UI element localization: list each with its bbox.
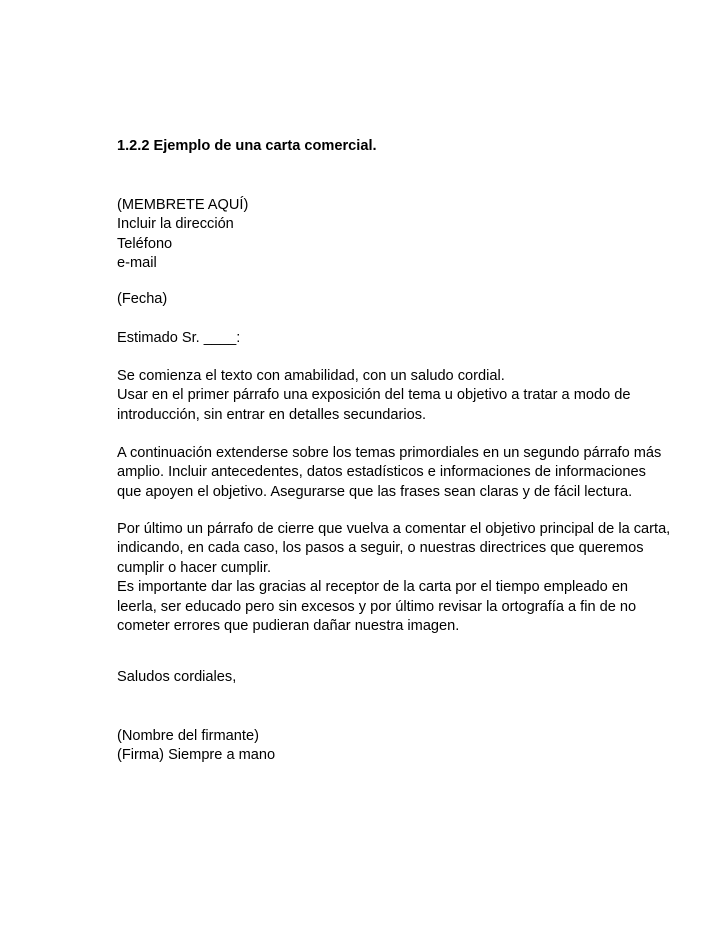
paragraph-line: introducción, sin entrar en detalles secundarios. [117, 406, 427, 423]
paragraph-line: Es importante dar las gracias al receptor de la carta por el tiempo empleado en [117, 579, 629, 596]
body-paragraph-1 [117, 367, 697, 425]
paragraph-line: indicando, en cada caso, los pasos a seguir, o nuestras directrices que queremos [117, 540, 644, 557]
paragraph-line: cometer errores que pudieran dañar nuestra imagen. [117, 618, 460, 635]
paragraph-line: Por último un párrafo de cierre que vuelva a comentar el objetivo principal de la carta, [117, 521, 671, 537]
paragraph-line: que apoyen el objetivo. Asegurarse que las frases sean claras y de fácil lectura. [117, 483, 633, 500]
signature-line: (Nombre del firmante) [117, 728, 259, 744]
letterhead-line: Teléfono [117, 235, 173, 252]
letterhead-line: Incluir la dirección [117, 216, 234, 233]
paragraph-line: cumplir o hacer cumplir. [117, 559, 272, 576]
paragraph-line: leerla, ser educado pero sin excesos y por último revisar la ortografía a fin de no [117, 598, 637, 615]
letterhead-line: (MEMBRETE AQUÍ) [117, 197, 249, 213]
paragraph-line: A continuación extenderse sobre los temas primordiales en un segundo párrafo más [117, 445, 662, 461]
letterhead-line: e-mail [117, 255, 157, 272]
date-line: (Fecha) [117, 291, 168, 307]
paragraph-line: amplio. Incluir antecedentes, datos estadísticos e informaciones de informaciones [117, 464, 646, 481]
paragraph-line: Usar en el primer párrafo una exposición del tema u objetivo a tratar a modo de [117, 387, 631, 404]
body-paragraph-3 [117, 520, 697, 636]
greeting-line: Estimado Sr. ____: [117, 330, 241, 346]
paragraph-line: Se comienza el texto con amabilidad, con un saludo cordial. [117, 368, 505, 384]
signature-line: (Firma) Siempre a mano [117, 747, 276, 764]
body-paragraph-2 [117, 444, 697, 502]
section-heading: 1.2.2 Ejemplo de una carta comercial. [117, 138, 377, 154]
closing-line: Saludos cordiales, [117, 669, 237, 685]
signature-block [117, 727, 697, 766]
letterhead-block [117, 196, 697, 274]
